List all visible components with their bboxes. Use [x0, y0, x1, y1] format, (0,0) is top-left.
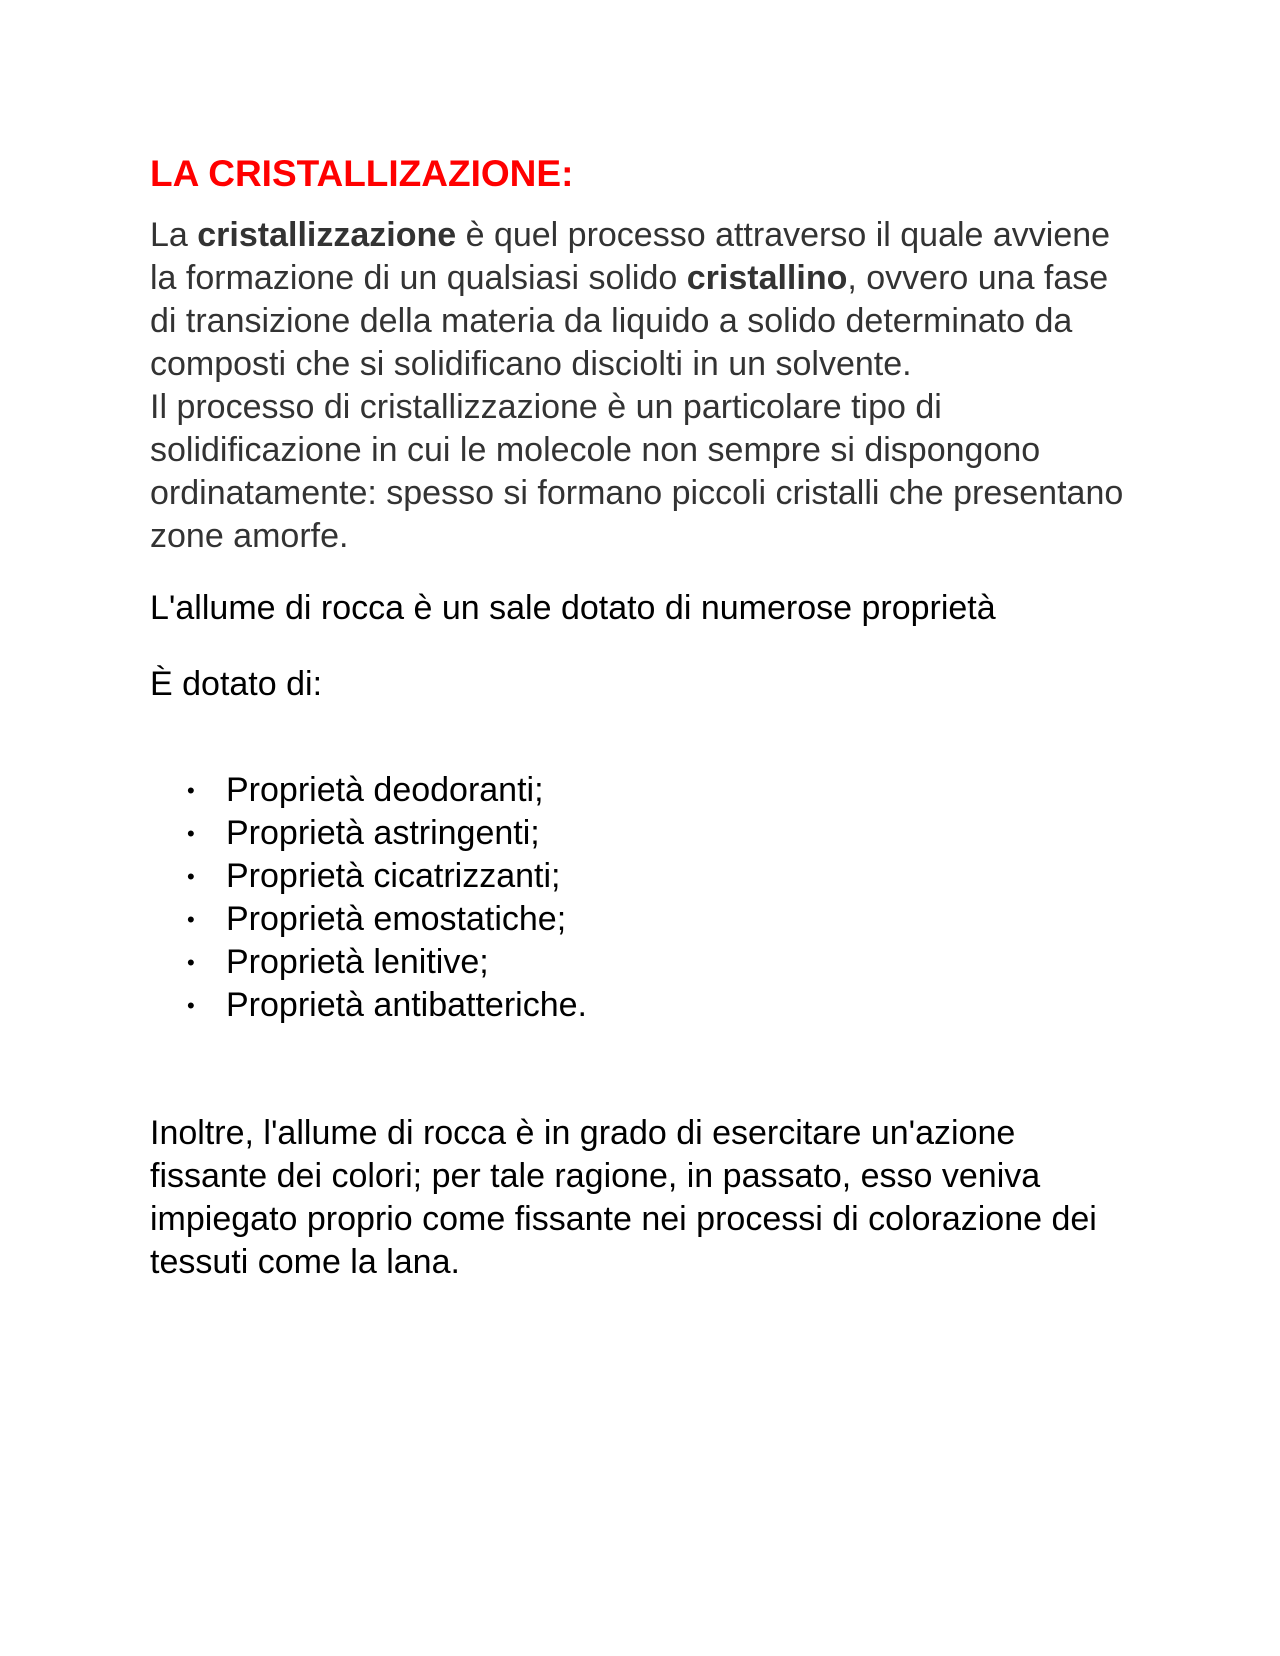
list-item-text: Proprietà deodoranti;	[226, 771, 544, 809]
intro-bold-cristallino: cristallino	[686, 259, 848, 297]
intro-text-2: è quel processo attraverso il quale avviene la formazione di un qualsiasi solido	[150, 216, 1111, 297]
bullet-icon: •	[187, 821, 195, 846]
bullet-icon: •	[187, 993, 195, 1018]
list-item	[150, 941, 1130, 984]
intro-paragraph	[150, 214, 1130, 386]
properties-list	[150, 769, 1130, 1027]
bullet-icon: •	[187, 778, 195, 803]
bullet-icon: •	[187, 864, 195, 889]
list-item-text: Proprietà lenitive;	[226, 943, 489, 981]
list-item-text: Proprietà emostatiche;	[226, 900, 567, 938]
list-item	[150, 812, 1130, 855]
intro-text-3: , ovvero una fase di transizione della materia da liquido a solido determinato da composti che si solidificano disciolti in un solvente.	[150, 259, 1109, 383]
list-item	[150, 855, 1130, 898]
bullet-icon: •	[187, 950, 195, 975]
dotato-paragraph: È dotato di:	[150, 665, 323, 703]
intro-text-1: La	[150, 216, 198, 254]
list-item	[150, 984, 1130, 1027]
inoltre-paragraph: Inoltre, l'allume di rocca è in grado di esercitare un'azione fissante dei colori; per tale ragione, in passato, esso veniva impiegato proprio come fissante nei processi di colorazione dei tessuti come la lana.	[150, 1114, 1097, 1281]
process-paragraph: Il processo di cristallizzazione è un particolare tipo di solidificazione in cui le molecole non sempre si dispongono ordinatamente: spesso si formano piccoli cristalli che presentano zone amorfe.	[150, 388, 1124, 555]
list-item	[150, 898, 1130, 941]
allume-paragraph: L'allume di rocca è un sale dotato di numerose proprietà	[150, 589, 996, 627]
intro-bold-cristallizzazione: cristallizzazione	[197, 216, 457, 254]
document-page	[150, 150, 1130, 1284]
bullet-icon: •	[187, 907, 195, 932]
document-title: LA CRISTALLIZAZIONE:	[150, 153, 574, 194]
list-item-text: Proprietà cicatrizzanti;	[226, 857, 561, 895]
list-item-text: Proprietà antibatteriche.	[226, 986, 587, 1024]
list-item	[150, 769, 1130, 812]
list-item-text: Proprietà astringenti;	[226, 814, 540, 852]
intro-section	[150, 214, 1130, 558]
